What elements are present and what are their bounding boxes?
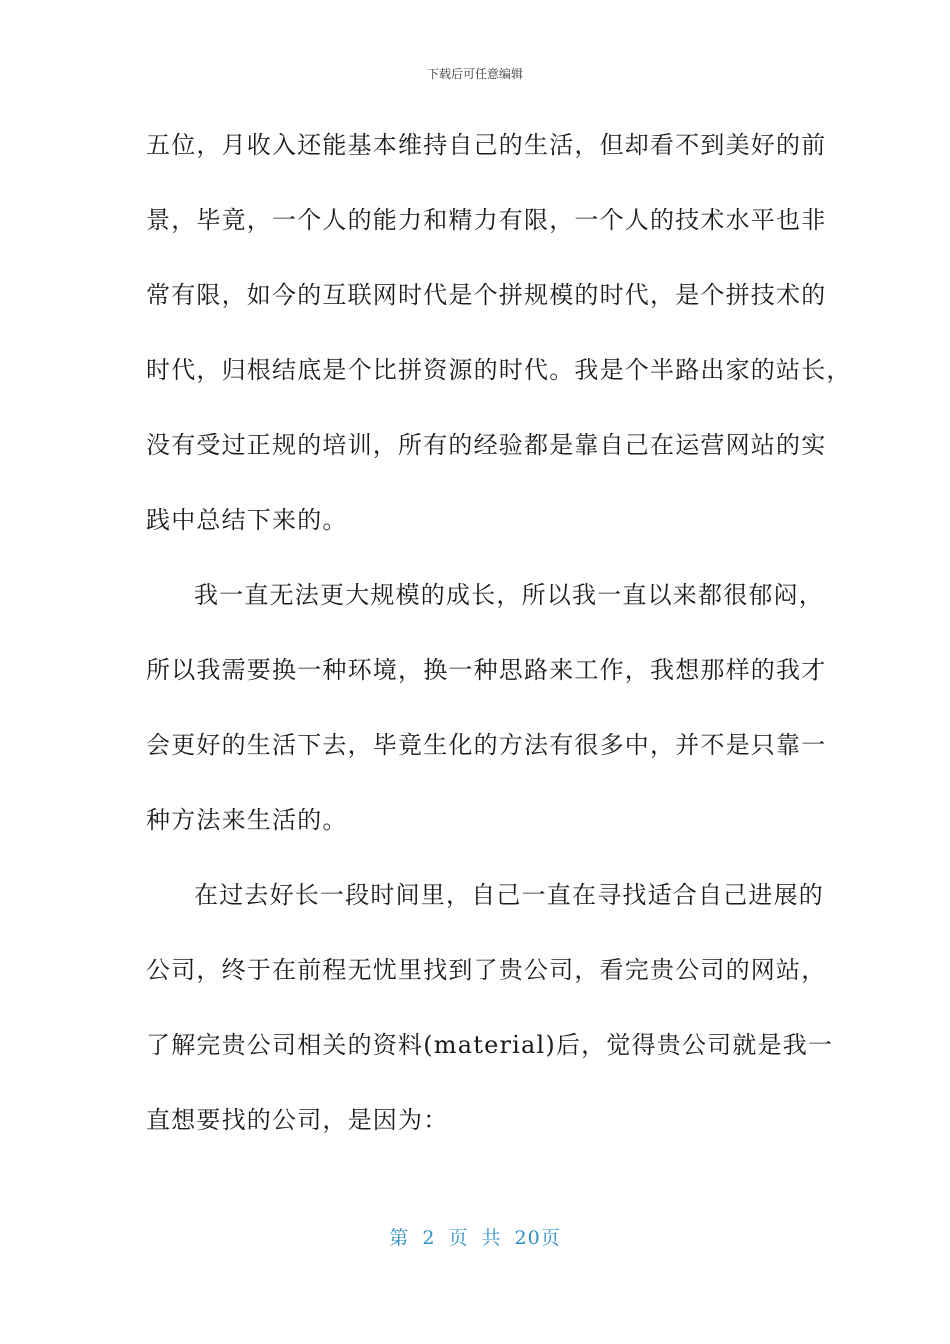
page-header-note: 下载后可任意编辑 — [426, 67, 523, 81]
text-line: 时代，归根结底是个比拼资源的时代。我是个半路出家的站长， — [146, 356, 852, 384]
text-line: 公司，终于在前程无忧里找到了贵公司，看完贵公司的网站， — [146, 956, 827, 984]
text-line: 景，毕竟，一个人的能力和精力有限，一个人的技术水平也非 — [146, 206, 827, 234]
paragraph-first-line: 在过去好长一段时间里，自己一直在寻找适合自己进展的 — [194, 881, 824, 909]
document-body — [146, 122, 852, 1172]
text-line: 没有受过正规的培训，所有的经验都是靠自己在运营网站的实 — [146, 431, 827, 459]
text-line: 践中总结下来的。 — [146, 506, 348, 534]
text-line: 五位，月收入还能基本维持自己的生活，但却看不到美好的前 — [146, 131, 827, 159]
text-line: 直想要找的公司，是因为： — [146, 1106, 449, 1134]
text-line: 了解完贵公司相关的资料(material)后，觉得贵公司就是我一 — [146, 1031, 834, 1059]
text-line: 常有限，如今的互联网时代是个拼规模的时代，是个拼技术的 — [146, 281, 827, 309]
paragraph-first-line: 我一直无法更大规模的成长，所以我一直以来都很郁闷， — [194, 581, 824, 609]
text-line: 所以我需要换一种环境，换一种思路来工作，我想那样的我才 — [146, 656, 827, 684]
text-line: 种方法来生活的。 — [146, 806, 348, 834]
page-number-footer: 第 2 页 共 20页 — [389, 1227, 561, 1249]
text-line: 会更好的生活下去，毕竟生化的方法有很多中，并不是只靠一 — [146, 731, 827, 759]
